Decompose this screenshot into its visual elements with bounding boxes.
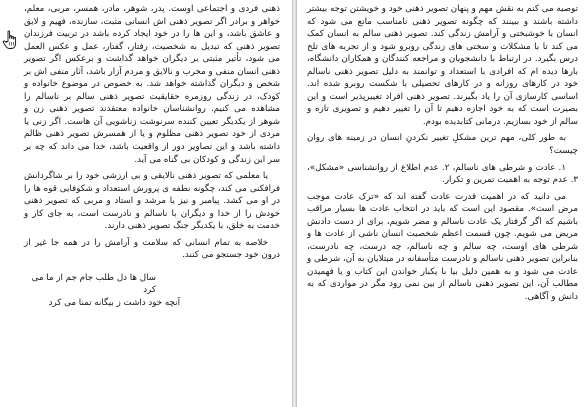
right-page-text	[307, 3, 578, 304]
paragraph: توصیه می کنم به نقش مهم و پنهان تصویر ذهنی خود و خویشتن توجه بیشتر داشته باشند و ببینند که چگونه تصویر ذهنی نامناسب مانع می شود که انسان با خوشبختی و آرامش زندگی کند. تصویر ذهنی سالم به انسان کمک می کند تا با مشکلات و سختی های زندگی روبرو شود و از تجربه های تلخ درس بگیرد. در ارتباط با دانشجویان و مراجعه کنندگان و همکاران دانشگاه، بارها دیده ام که افرادی با استعداد و توانمند به دلیل تصویر ذهنی ناسالم خود در کارهای روزانه و در کارهای تحصیلی با شکست روبرو شده اند. اساسی کارسازی آن را یاد بگیرند. تصویر ذهنی افراد تغییرپذیر است و این بصیرت است که به خود اجازه دهیم تا آن را تغییر دهیم و تصویری تازه و سالم از خود بسازیم. درمانی کتابدیده بودم.	[307, 4, 578, 127]
left-page	[0, 0, 292, 407]
paragraph: می دانید که در اهمیت قدرت عادت گفته اند که «ترک عادت موجب مرض است». مقصود این است که باید در انتخاب عادت ها بسیار مراقب باشیم که اگر گرفتار یک عادت ناسالم و مضر شویم، برای از دست دادنش مریض می شویم. چون قسمت اعظم شخصیت انسان ناشی از عادت ها و شرطی های اوست، چه سالم و چه ناسالم، چه درست، چه نادرست، بنابراین تصویر ذهنی ناسالم و نادرست متأسفانه در مبتلایان به آن، شرطی و عادت می شود و به همین دلیل بیا با یکبار خواندن این کتاب و یا فهمیدن مطالب آن، این تصویر ذهنی ناسالم از بین نمی رود مگر در مواردی که به دانش و آگاهی.	[306, 191, 578, 303]
poem-line: آنچه خود داشت ز بیگانه تمنا می کرد	[48, 298, 180, 309]
right-page	[297, 0, 588, 407]
paragraph: ذهنی فردی و اجتماعی اوست. پدر، شوهر، مادر، همسر، مربی، معلم، خواهر و برادر اگر تصویر ذهنی اش انسانی مثبت، سازنده، فهیم و لایق و عاشق باشد، و این ها را در خود ایجاد کرده باشد در تربیت فرزندان تصویر ذهنی که تبدیل به شخصیت، رفتار، گفتار، عمل و عکس العمل می شود، تأثیر مثبتی بر دیگران خواهد گذاشت و برعکس اگر تصویر ذهنی انسان منفی و مخرب و نالایق و مردم آزار باشد، آثار منفی اش بر شخص و دیگران گذاشته خواهد شد. به خصوص در موضوع خانواده و کودک، در زندگی روزمره حقایقیت تصویر ذهنی سالم بر ناسالم را مشاهده می کنیم. روانشناسان خانواده معتقدند تصویر ذهنی زن و شوهر از یکدیگر تعیین کننده سرنوشت زناشویی آن هاست. اگر زنی یا مردی از خود تصویر ذهنی مظلوم و یا از همسرش تصویر ذهنی ظالم داشته باشد و این تصاویر دور از واقعیت باشد، خدا می داند که چه بر سر این زندگی و کودکان بی گناه می آید.	[24, 4, 280, 165]
paragraph: به طور کلی، مهم ترین مشکلِ تغییر نکردنِ انسان در زمینه های روان چیست؟	[307, 133, 578, 157]
left-page-text	[24, 3, 280, 310]
poem-line: سال ها دل طلب جام جم از ما می کرد	[31, 272, 156, 296]
hand-pointer-icon	[2, 30, 18, 50]
paragraph: یا معلمی که تصویر ذهنی نالایقی و بی ارزشی خود را بر شاگردانش فرافکنی می کند، چگونه نطفه ی پرورش استعداد و شکوفایی قوه ها را در او می کشد. پیامبر و نیز یا مرشد و استاد و مربی که تصویر ذهنی خودش را از خدا و دیگران با ناسالم و نادرست است، به جای کار و خدمت به خلق، با یکدیگر جنگ تصویر ذهنی دارند.	[24, 171, 280, 232]
paragraph: ۱. عادت و شرطی های ناسالم، ۲. عدم اطلاع از روانشناسی «مشکل»، ۳. عدم توجه به اهمیت تمرین و تکرار.	[307, 162, 578, 186]
paragraph: خلاصه به تمام انسانی که سلامت و آرامش را در همه جا غیر از درون خود جستجو می کنند.	[24, 237, 280, 261]
book-gutter	[292, 0, 297, 407]
